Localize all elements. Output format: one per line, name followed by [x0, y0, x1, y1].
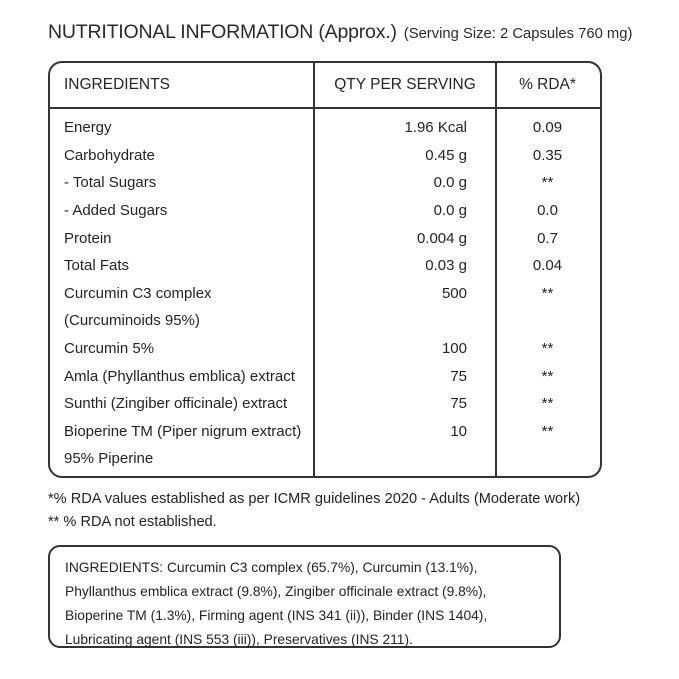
ingredient-name: Curcumin 5% [64, 340, 155, 358]
table-row-continuation [50, 445, 600, 473]
ingredient-rda: ** [541, 367, 554, 385]
ingredient-qty: 1.96 Kcal [404, 119, 467, 137]
header-ingredients: INGREDIENTS [64, 76, 170, 93]
table-row [50, 418, 600, 446]
ingredient-qty: 0.45 g [425, 146, 467, 164]
table-row [50, 114, 600, 142]
ingredient-qty: 0.0 g [433, 202, 467, 220]
ingredient-name: Carbohydrate [64, 146, 155, 164]
nutrition-table [48, 61, 602, 478]
ingredient-name: - Added Sugars [64, 202, 168, 220]
table-row [50, 390, 600, 418]
column-divider [495, 63, 497, 476]
page-title [48, 21, 632, 44]
footnote-rda-established: *% RDA values established as per ICMR guidelines 2020 - Adults (Moderate work) [48, 491, 581, 507]
table-header-row [50, 63, 600, 109]
ingredient-name: Sunthi (Zingiber officinale) extract [64, 395, 288, 413]
table-row [50, 362, 600, 390]
ingredient-qty: 0.0 g [433, 174, 467, 192]
ingredient-name-line2: (Curcuminoids 95%) [64, 312, 200, 330]
footnotes [48, 488, 580, 534]
ingredient-name: Energy [64, 119, 112, 137]
table-row [50, 335, 600, 363]
ingredients-declaration-box [48, 545, 561, 648]
title-main: NUTRITIONAL INFORMATION (Approx.) [48, 21, 397, 43]
ingredient-qty: 75 [450, 367, 467, 385]
header-qty-per-serving: QTY PER SERVING [334, 76, 476, 93]
ingredient-rda: ** [541, 174, 554, 192]
ingredient-name-line2: 95% Piperine [64, 450, 154, 468]
ingredient-qty: 500 [441, 284, 467, 302]
ingredient-rda: 0.0 [537, 202, 558, 220]
ingredients-declaration-text: INGREDIENTS: Curcumin C3 complex (65.7%), Curcumin (13.1%), Phyllanthus emblica extract (9.8%), Zingiber officinale extract (9.8%), Bioperine TM (1.3%), Firming agent (INS 341 (ii)), Binder (INS 1404), Lubricating agent (INS 553 (iii)), Preservatives (INS 211). [65, 560, 488, 647]
ingredient-rda: 0.35 [532, 146, 563, 164]
ingredient-name: Bioperine TM (Piper nigrum extract) [64, 422, 302, 440]
ingredient-name: Amla (Phyllanthus emblica) extract [64, 367, 295, 385]
ingredient-qty: 75 [450, 395, 467, 413]
ingredient-name: Curcumin C3 complex [64, 284, 212, 302]
table-row [50, 197, 600, 225]
table-row [50, 280, 600, 308]
ingredient-rda: ** [541, 340, 554, 358]
title-serving-size: (Serving Size: 2 Capsules 760 mg) [403, 26, 633, 42]
ingredient-rda: 0.09 [532, 119, 563, 137]
ingredient-qty: 0.004 g [416, 229, 467, 247]
ingredient-name: Total Fats [64, 257, 130, 275]
table-row-continuation [50, 307, 600, 335]
header-rda: % RDA* [519, 76, 576, 93]
ingredient-name: - Total Sugars [64, 174, 157, 192]
table-row [50, 224, 600, 252]
ingredient-rda: ** [541, 422, 554, 440]
ingredient-rda: 0.04 [532, 257, 563, 275]
column-divider [313, 63, 315, 476]
ingredient-qty: 0.03 g [425, 257, 467, 275]
ingredient-rda: ** [541, 395, 554, 413]
table-row [50, 252, 600, 280]
ingredient-rda: ** [541, 284, 554, 302]
table-row [50, 169, 600, 197]
ingredient-qty: 100 [441, 340, 467, 358]
ingredient-rda: 0.7 [537, 229, 558, 247]
ingredient-name: Protein [64, 229, 112, 247]
ingredient-qty: 10 [450, 422, 467, 440]
footnote-rda-not-established: ** % RDA not established. [48, 514, 217, 530]
table-row [50, 142, 600, 170]
table-body [50, 109, 600, 473]
